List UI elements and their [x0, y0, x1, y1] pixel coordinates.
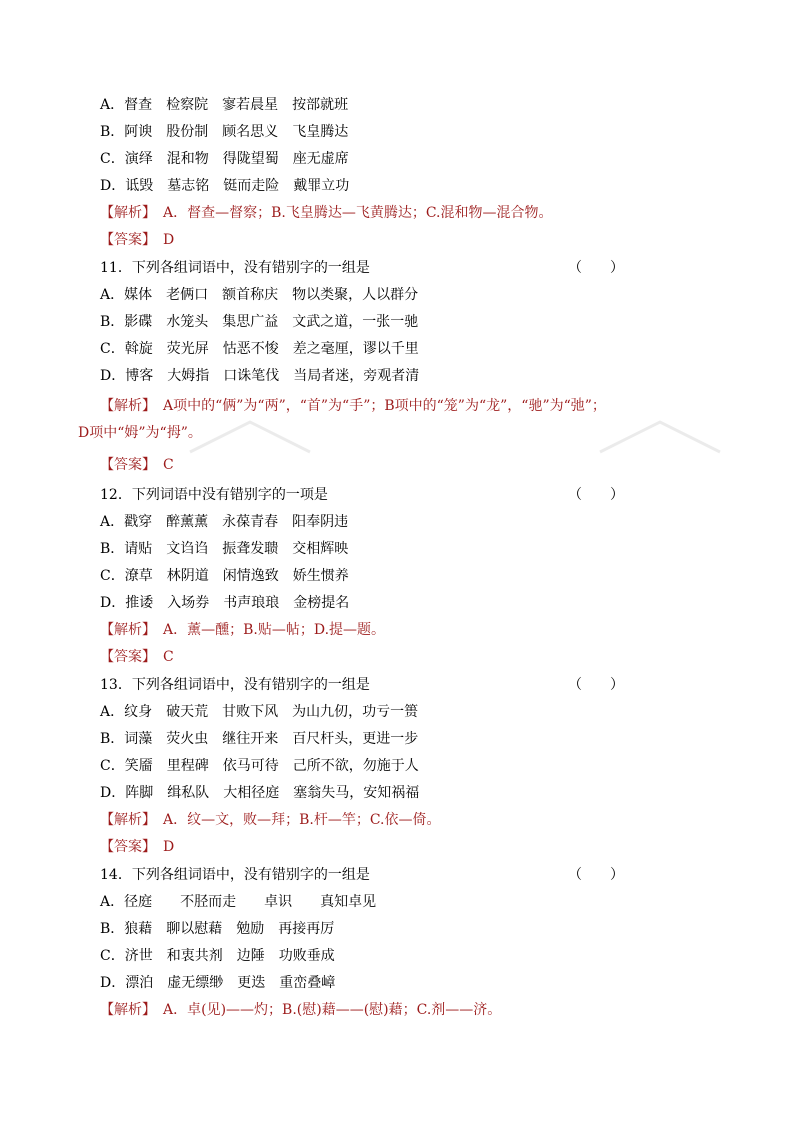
text-line: 【解析】 A．卓(见)——灼；B.(慰)藉——(慰)藉；C.剂——济。	[100, 1002, 502, 1018]
text-line: 14．下列各组词语中，没有错别字的一组是	[100, 867, 370, 883]
text-line: A．媒体 老俩口 额首称庆 物以类聚，人以群分	[100, 287, 419, 303]
text-line: A．径庭 不胫而走 卓识 真知卓见	[100, 894, 377, 910]
text-line: A．督查 检察院 寥若晨星 按部就班	[100, 97, 349, 113]
text-line: C．演绎 混和物 得陇望蜀 座无虚席	[100, 151, 349, 167]
text-line: D．诋毁 墓志铭 铤而走险 戴罪立功	[100, 178, 350, 194]
text-line: 【解析】 A．薰—醺；B.贴—帖；D.提—题。	[100, 622, 386, 638]
text-line: B．狼藉 聊以慰藉 勉励 再接再厉	[100, 921, 335, 937]
text-line: 【解析】 A．纹—文，败—拜；B.杆—竿；C.依—倚。	[100, 812, 441, 828]
text-line: 【答案】 D	[100, 839, 175, 855]
text-line: C．潦草 林阴道 闲情逸致 娇生惯养	[100, 568, 349, 584]
answer-paren: （ ）	[568, 487, 624, 503]
answer-paren: （ ）	[568, 867, 624, 883]
text-line: 【答案】 C	[100, 649, 174, 665]
answer-paren: （ ）	[568, 260, 624, 276]
text-line: B．请贴 文诌诌 振聋发聩 交相辉映	[100, 541, 349, 557]
text-line: D．阵脚 缉私队 大相径庭 塞翁失马，安知祸福	[100, 785, 420, 801]
text-line: A．戳穿 醉薰薰 永葆青春 阳奉阴违	[100, 514, 349, 530]
text-line: 11．下列各组词语中，没有错别字的一组是	[100, 260, 370, 276]
text-line: 【解析】 A项中的“俩”为“两”，“首”为“手”；B项中的“笼”为“龙”，“驰”为“弛”；	[100, 398, 606, 414]
text-line: D．博客 大姆指 口诛笔伐 当局者迷，旁观者清	[100, 368, 420, 384]
text-line: 【答案】 D	[100, 232, 175, 248]
text-line: B．影碟 水笼头 集思广益 文武之道，一张一驰	[100, 314, 419, 330]
text-line: D．漂泊 虚无缥缈 更迭 重峦叠嶂	[100, 975, 336, 991]
text-line: A．纹身 破天荒 甘败下风 为山九仞，功亏一篑	[100, 704, 419, 720]
text-line: 12．下列词语中没有错别字的一项是	[100, 487, 328, 503]
text-line: C．笑靥 里程碑 依马可待 己所不欲，勿施于人	[100, 758, 419, 774]
answer-paren: （ ）	[568, 677, 624, 693]
text-line: C．济世 和衷共剂 边陲 功败垂成	[100, 948, 335, 964]
text-line: C．斡旋 荧光屏 怙恶不悛 差之毫厘，谬以千里	[100, 341, 419, 357]
text-line: D．推诿 入场券 书声琅琅 金榜提名	[100, 595, 350, 611]
text-line: 13．下列各组词语中，没有错别字的一组是	[100, 677, 370, 693]
text-line: B．词藻 荧火虫 继往开来 百尺杆头，更进一步	[100, 731, 419, 747]
text-line: 【解析】 A．督查—督察；B.飞皇腾达—飞黄腾达；C.混和物—混合物。	[100, 205, 553, 221]
text-line: B．阿谀 股份制 顾名思义 飞皇腾达	[100, 124, 349, 140]
text-line: D项中“姆”为“拇”。	[78, 425, 202, 441]
text-line: 【答案】 C	[100, 457, 174, 473]
